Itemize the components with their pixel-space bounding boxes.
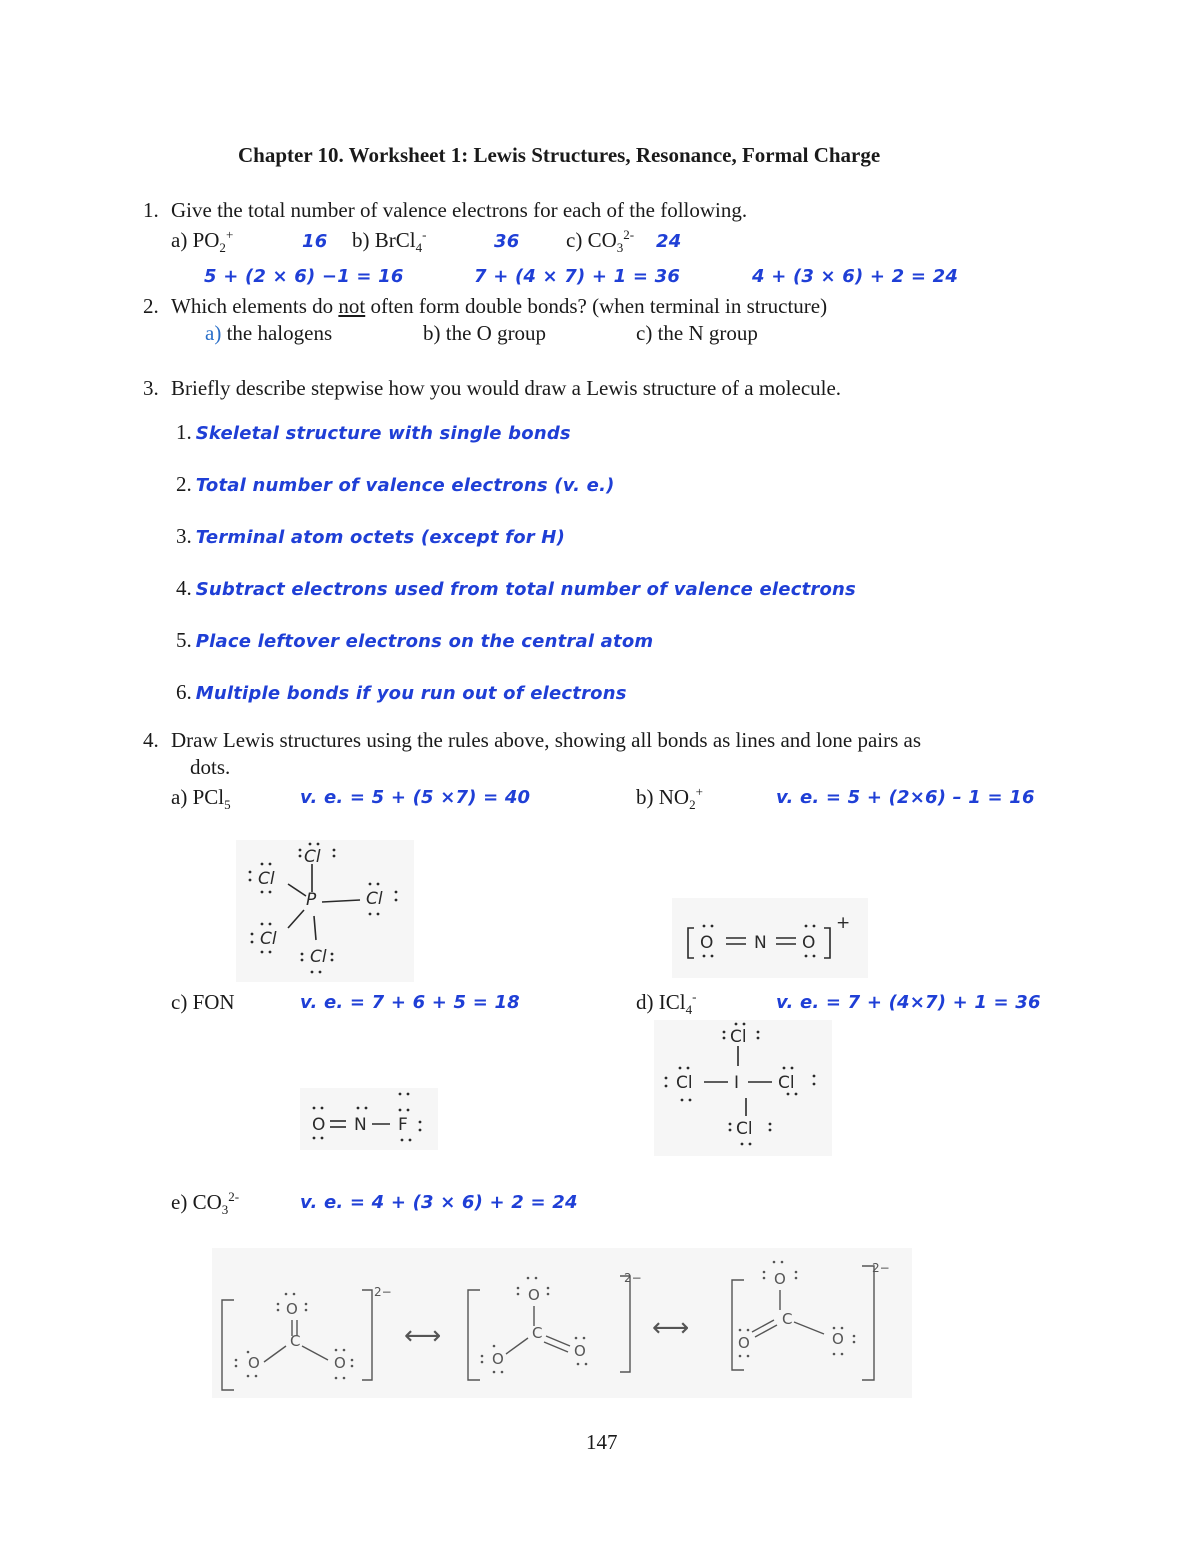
co3-s2-o-left: O xyxy=(492,1350,504,1368)
q4-ve-a: v. e. = 5 + (5 ×7) = 40 xyxy=(300,787,531,808)
q4-ve-c: v. e. = 7 + 6 + 5 = 18 xyxy=(300,992,520,1013)
no2-o-right: O xyxy=(802,933,816,953)
q3-step: 2. Total number of valence electrons (v. e.) xyxy=(176,472,615,496)
q4-item-e: e) $CO_3^{2-}$ xyxy=(171,1189,240,1218)
resonance-arrow-2: ⟷ xyxy=(652,1313,690,1343)
fon-lewis-sketch xyxy=(300,1088,438,1150)
icl4-i-atom: I xyxy=(734,1073,740,1093)
co3-resonance-sketch xyxy=(212,1248,912,1398)
no2-charge: + xyxy=(836,913,851,933)
icl4-cl-top: Cl xyxy=(730,1027,747,1047)
co3-s3-o-right: O xyxy=(832,1330,844,1348)
co3-s3-charge: 2− xyxy=(872,1261,890,1275)
no2-lewis-sketch xyxy=(672,898,868,978)
q4-item-b: b) $NO_2^+$ xyxy=(636,784,703,813)
pcl5-cl-lower-left: Cl xyxy=(260,929,277,949)
q3-step: 3. Terminal atom octets (except for H) xyxy=(176,524,565,548)
co3-s1-c-atom: C xyxy=(290,1332,301,1350)
q3-step: 5. Place leftover electrons on the central atom xyxy=(176,628,654,652)
page-title: Chapter 10. Worksheet 1: Lewis Structures, Resonance, Formal Charge xyxy=(238,143,881,167)
q1-work-a: 5 + (2 × 6) −1 = 16 xyxy=(204,266,404,287)
co3-s2-o-right: O xyxy=(574,1342,586,1360)
q4-number: 4. xyxy=(143,728,159,752)
icl4-lewis-sketch xyxy=(654,1020,832,1156)
q2-option-c: c) the N group xyxy=(636,321,758,345)
icl4-cl-left: Cl xyxy=(676,1073,693,1093)
co3-s3-o-left: O xyxy=(738,1334,750,1352)
co3-s1-o-right: O xyxy=(334,1354,346,1372)
q1-work-c: 4 + (3 × 6) + 2 = 24 xyxy=(752,266,959,287)
q1-answer-b: 36 xyxy=(494,231,520,252)
q4-text-line1: Draw Lewis structures using the rules above, showing all bonds as lines and lone pairs as xyxy=(171,728,922,752)
q4-text-line2: dots. xyxy=(190,755,231,779)
co3-s2-charge: 2− xyxy=(624,1271,642,1285)
resonance-arrow-1: ⟷ xyxy=(404,1321,442,1351)
q3-step: 1. Skeletal structure with single bonds xyxy=(176,420,571,444)
page-number: 147 xyxy=(586,1430,618,1454)
q1-answer-a: 16 xyxy=(302,231,328,252)
q3-step: 4. Subtract electrons used from total number of valence electrons xyxy=(176,576,856,600)
q2-text: Which elements do not often form double bonds? (when terminal in structure) xyxy=(171,294,828,318)
pcl5-cl-right: Cl xyxy=(366,889,383,909)
pcl5-lewis-sketch xyxy=(236,840,414,982)
fon-n-atom: N xyxy=(354,1115,367,1135)
co3-s1-o-left: O xyxy=(248,1354,260,1372)
q1-item-a: a) $PO_2^+$ xyxy=(171,227,234,256)
q4-ve-d: v. e. = 7 + (4×7) + 1 = 36 xyxy=(776,992,1041,1013)
no2-n-atom: N xyxy=(754,933,767,953)
icl4-cl-bottom: Cl xyxy=(736,1119,753,1139)
q2-option-b: b) the O group xyxy=(423,321,547,345)
co3-s1-o-top: O xyxy=(286,1300,298,1318)
q4-ve-e: v. e. = 4 + (3 × 6) + 2 = 24 xyxy=(300,1192,578,1213)
co3-s3-o-top: O xyxy=(774,1270,786,1288)
co3-s3-c-atom: C xyxy=(782,1310,793,1328)
co3-s1-charge: 2− xyxy=(374,1285,392,1299)
q4-item-d: d) ICl$_4$- xyxy=(636,989,697,1018)
q2-option-a: a) the halogens xyxy=(205,321,333,345)
q3-number: 3. xyxy=(143,376,159,400)
no2-o-left: O xyxy=(700,933,714,953)
q4-item-a: a) PCl$_5$ xyxy=(171,785,231,813)
q4-ve-b: v. e. = 5 + (2×6) – 1 = 16 xyxy=(776,787,1035,808)
q1-text: Give the total number of valence electrons for each of the following. xyxy=(171,198,748,222)
q2-number: 2. xyxy=(143,294,159,318)
co3-s2-o-top: O xyxy=(528,1286,540,1304)
pcl5-cl-bottom: Cl xyxy=(310,947,327,967)
q3-text: Briefly describe stepwise how you would draw a Lewis structure of a molecule. xyxy=(171,376,842,400)
q1-work-b: 7 + (4 × 7) + 1 = 36 xyxy=(474,266,681,287)
q3-step: 6. Multiple bonds if you run out of electrons xyxy=(176,680,627,704)
icl4-cl-right: Cl xyxy=(778,1073,795,1093)
q4-item-c: c) FON xyxy=(171,990,235,1014)
pcl5-cl-top: Cl xyxy=(304,847,321,867)
co3-s2-c-atom: C xyxy=(532,1324,543,1342)
fon-f-atom: F xyxy=(398,1115,408,1135)
q1-item-b: b) BrCl$_4$- xyxy=(352,227,427,256)
q1-number: 1. xyxy=(143,198,159,222)
pcl5-cl-left: Cl xyxy=(258,869,275,889)
pcl5-p-atom: P xyxy=(306,890,317,910)
q1-answer-c: 24 xyxy=(656,231,682,252)
fon-o-atom: O xyxy=(312,1115,326,1135)
q1-item-c: c) $CO_3^{2-}$ xyxy=(566,227,635,256)
